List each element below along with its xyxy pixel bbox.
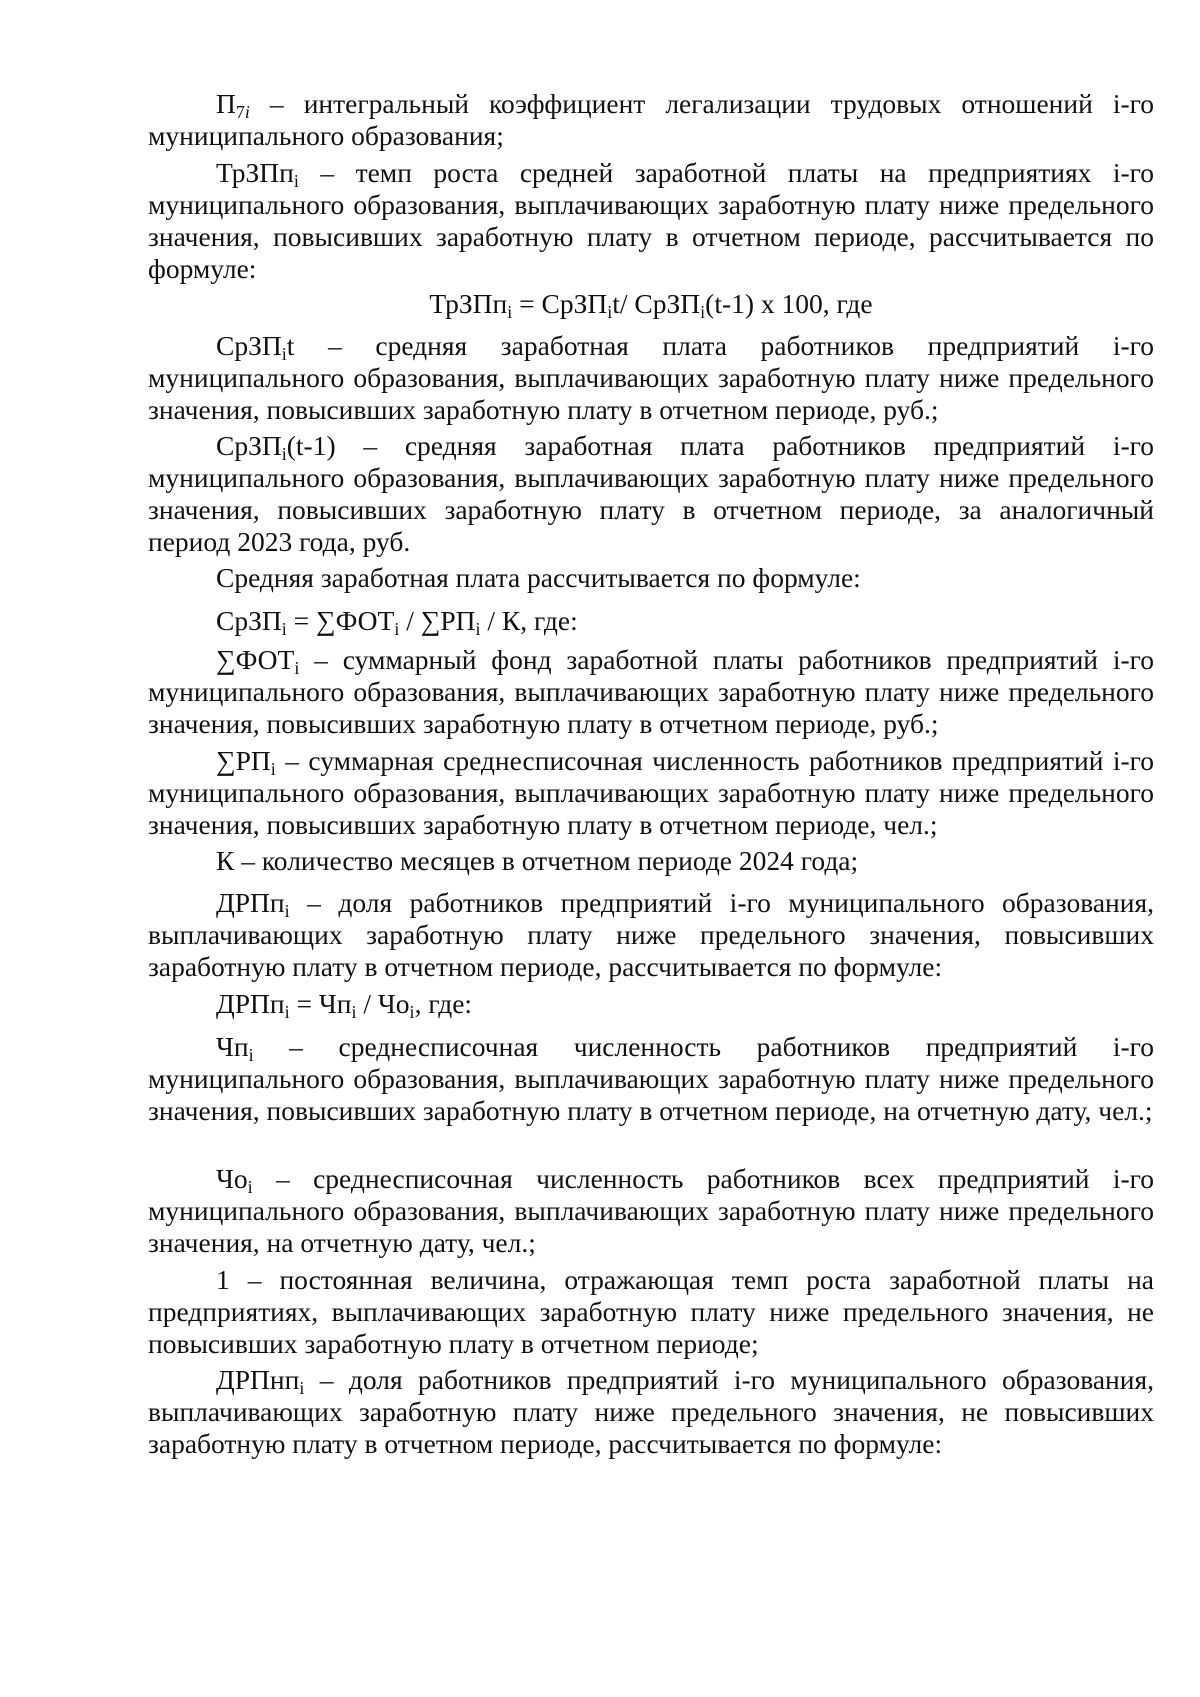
formula-sub: i: [284, 1002, 290, 1022]
srzp-t1-definition: [148, 430, 1154, 558]
srzp-t1-sub: i: [281, 444, 287, 464]
fot-definition: [148, 644, 1154, 740]
srzp-formula: [148, 605, 1154, 637]
formula-part: = СрЗП: [512, 288, 608, 319]
p7-symbol: П: [216, 88, 236, 119]
trzp-formula: [148, 288, 1154, 320]
cho-sub: i: [247, 1177, 253, 1197]
srzp-t-tail: t: [286, 330, 295, 361]
formula-part: (t-1) х 100, где: [705, 288, 873, 319]
cho-text: – среднесписочная численность работников всех предприятий i-го муниципального образования, выплачивающих заработную плату ниже предельного значения, на отчетную дату, чел.;: [148, 1163, 1154, 1258]
p7-text: – интегральный коэффициент легализации трудовых отношений i-го муниципального образования;: [148, 88, 1154, 151]
constant-one-definition: [148, 1264, 1154, 1360]
srzp-t1-symbol: СрЗП: [216, 430, 282, 461]
formula-sub: i: [700, 302, 706, 322]
rp-symbol: ∑РП: [216, 745, 271, 776]
drpp-sub: i: [284, 901, 290, 921]
chp-symbol: Чп: [216, 1031, 249, 1062]
srzp-t-definition: [148, 330, 1154, 426]
trzp-sub: i: [293, 171, 299, 191]
formula-part: ДРПп: [216, 988, 285, 1019]
formula-part: ТрЗПп: [429, 288, 508, 319]
srzp-t1-tail: (t-1): [286, 430, 336, 461]
trzp-definition: [148, 157, 1154, 285]
fot-sub: i: [294, 658, 300, 678]
one-text: 1 – постоянная величина, отражающая темп роста заработной платы на предприятиях, выплачивающих заработную плату ниже предельного значения, не повысивших заработную плату в отчетном периоде;: [148, 1264, 1154, 1359]
formula-part: / К, где:: [480, 605, 578, 636]
srzp-t-sub: i: [281, 344, 287, 364]
formula-part: СрЗП: [216, 605, 282, 636]
formula-sub: i: [394, 619, 400, 639]
drpp-formula: [148, 988, 1154, 1020]
drpnp-symbol: ДРПнп: [216, 1364, 300, 1395]
rp-sub: i: [270, 759, 276, 779]
chp-text: – среднесписочная численность работников предприятий i-го муниципального образования, выплачивающих заработную плату ниже предельного значения, повысивших заработную плату в отчетном периоде, на отчетную дату, чел.;: [148, 1031, 1154, 1126]
trzp-symbol: ТрЗПп: [216, 157, 294, 188]
formula-part: t/ СрЗП: [612, 288, 701, 319]
drpp-symbol: ДРПп: [216, 887, 285, 918]
formula-sub: i: [351, 1002, 357, 1022]
rp-definition: [148, 745, 1154, 841]
formula-sub: i: [475, 619, 481, 639]
k-text: К – количество месяцев в отчетном периоде 2024 года;: [216, 845, 859, 876]
p7-definition: [148, 88, 1154, 152]
formula-sub: i: [507, 302, 513, 322]
p7-sub-i: i: [244, 102, 250, 122]
formula-sub: i: [409, 1002, 415, 1022]
fot-text: – суммарный фонд заработной платы работников предприятий i-го муниципального образования, выплачивающих заработную плату ниже предельного значения, повысивших заработную плату в отчетном периоде, руб.;: [148, 644, 1154, 739]
drpnp-text: – доля работников предприятий i-го муниципального образования, выплачивающих заработную плату ниже предельного значения, не повысивших заработную плату в отчетном периоде, рассчитывается по формуле:: [148, 1364, 1154, 1459]
k-definition: [148, 845, 1154, 877]
drpnp-sub: i: [299, 1378, 305, 1398]
drpnp-definition: [148, 1364, 1154, 1460]
srzp-t1-text: – средняя заработная плата работников предприятий i-го муниципального образования, выплачивающих заработную плату ниже предельного значения, повысивших заработную плату в отчетном периоде, за аналогичный период 2023 года, руб.: [148, 430, 1154, 557]
fot-symbol: ∑ФОТ: [216, 644, 295, 675]
formula-part: / ∑РП: [399, 605, 476, 636]
avg-intro-text: Средняя заработная плата рассчитывается по формуле:: [216, 562, 861, 593]
avg-salary-intro: [148, 562, 1154, 594]
formula-part: / Чо: [356, 988, 410, 1019]
srzp-t-text: – средняя заработная плата работников предприятий i-го муниципального образования, выплачивающих заработную плату ниже предельного значения, повысивших заработную плату в отчетном периоде, руб.;: [148, 330, 1154, 425]
rp-text: – суммарная среднесписочная численность работников предприятий i-го муниципального образования, выплачивающих заработную плату ниже предельного значения, повысивших заработную плату в отчетном периоде, чел.;: [148, 745, 1154, 840]
chp-sub: i: [248, 1045, 254, 1065]
drpp-text: – доля работников предприятий i-го муниципального образования, выплачивающих заработную плату ниже предельного значения, повысивших заработную плату в отчетном периоде, рассчитывается по формуле:: [148, 887, 1154, 982]
formula-part: = ∑ФОТ: [286, 605, 395, 636]
formula-sub: i: [607, 302, 613, 322]
formula-part: = Чп: [289, 988, 352, 1019]
trzp-text: – темп роста средней заработной платы на предприятиях i-го муниципального образования, выплачивающих заработную плату ниже предельного значения, повысивших заработную плату в отчетном периоде, рассчитывается по формуле:: [148, 157, 1154, 284]
drpp-definition: [148, 887, 1154, 983]
cho-symbol: Чо: [216, 1163, 248, 1194]
formula-part: , где:: [414, 988, 473, 1019]
cho-definition: [148, 1163, 1154, 1259]
srzp-t-symbol: СрЗП: [216, 330, 282, 361]
chp-definition: [148, 1031, 1154, 1127]
p7-sub: 7: [235, 102, 245, 122]
formula-sub: i: [281, 619, 287, 639]
